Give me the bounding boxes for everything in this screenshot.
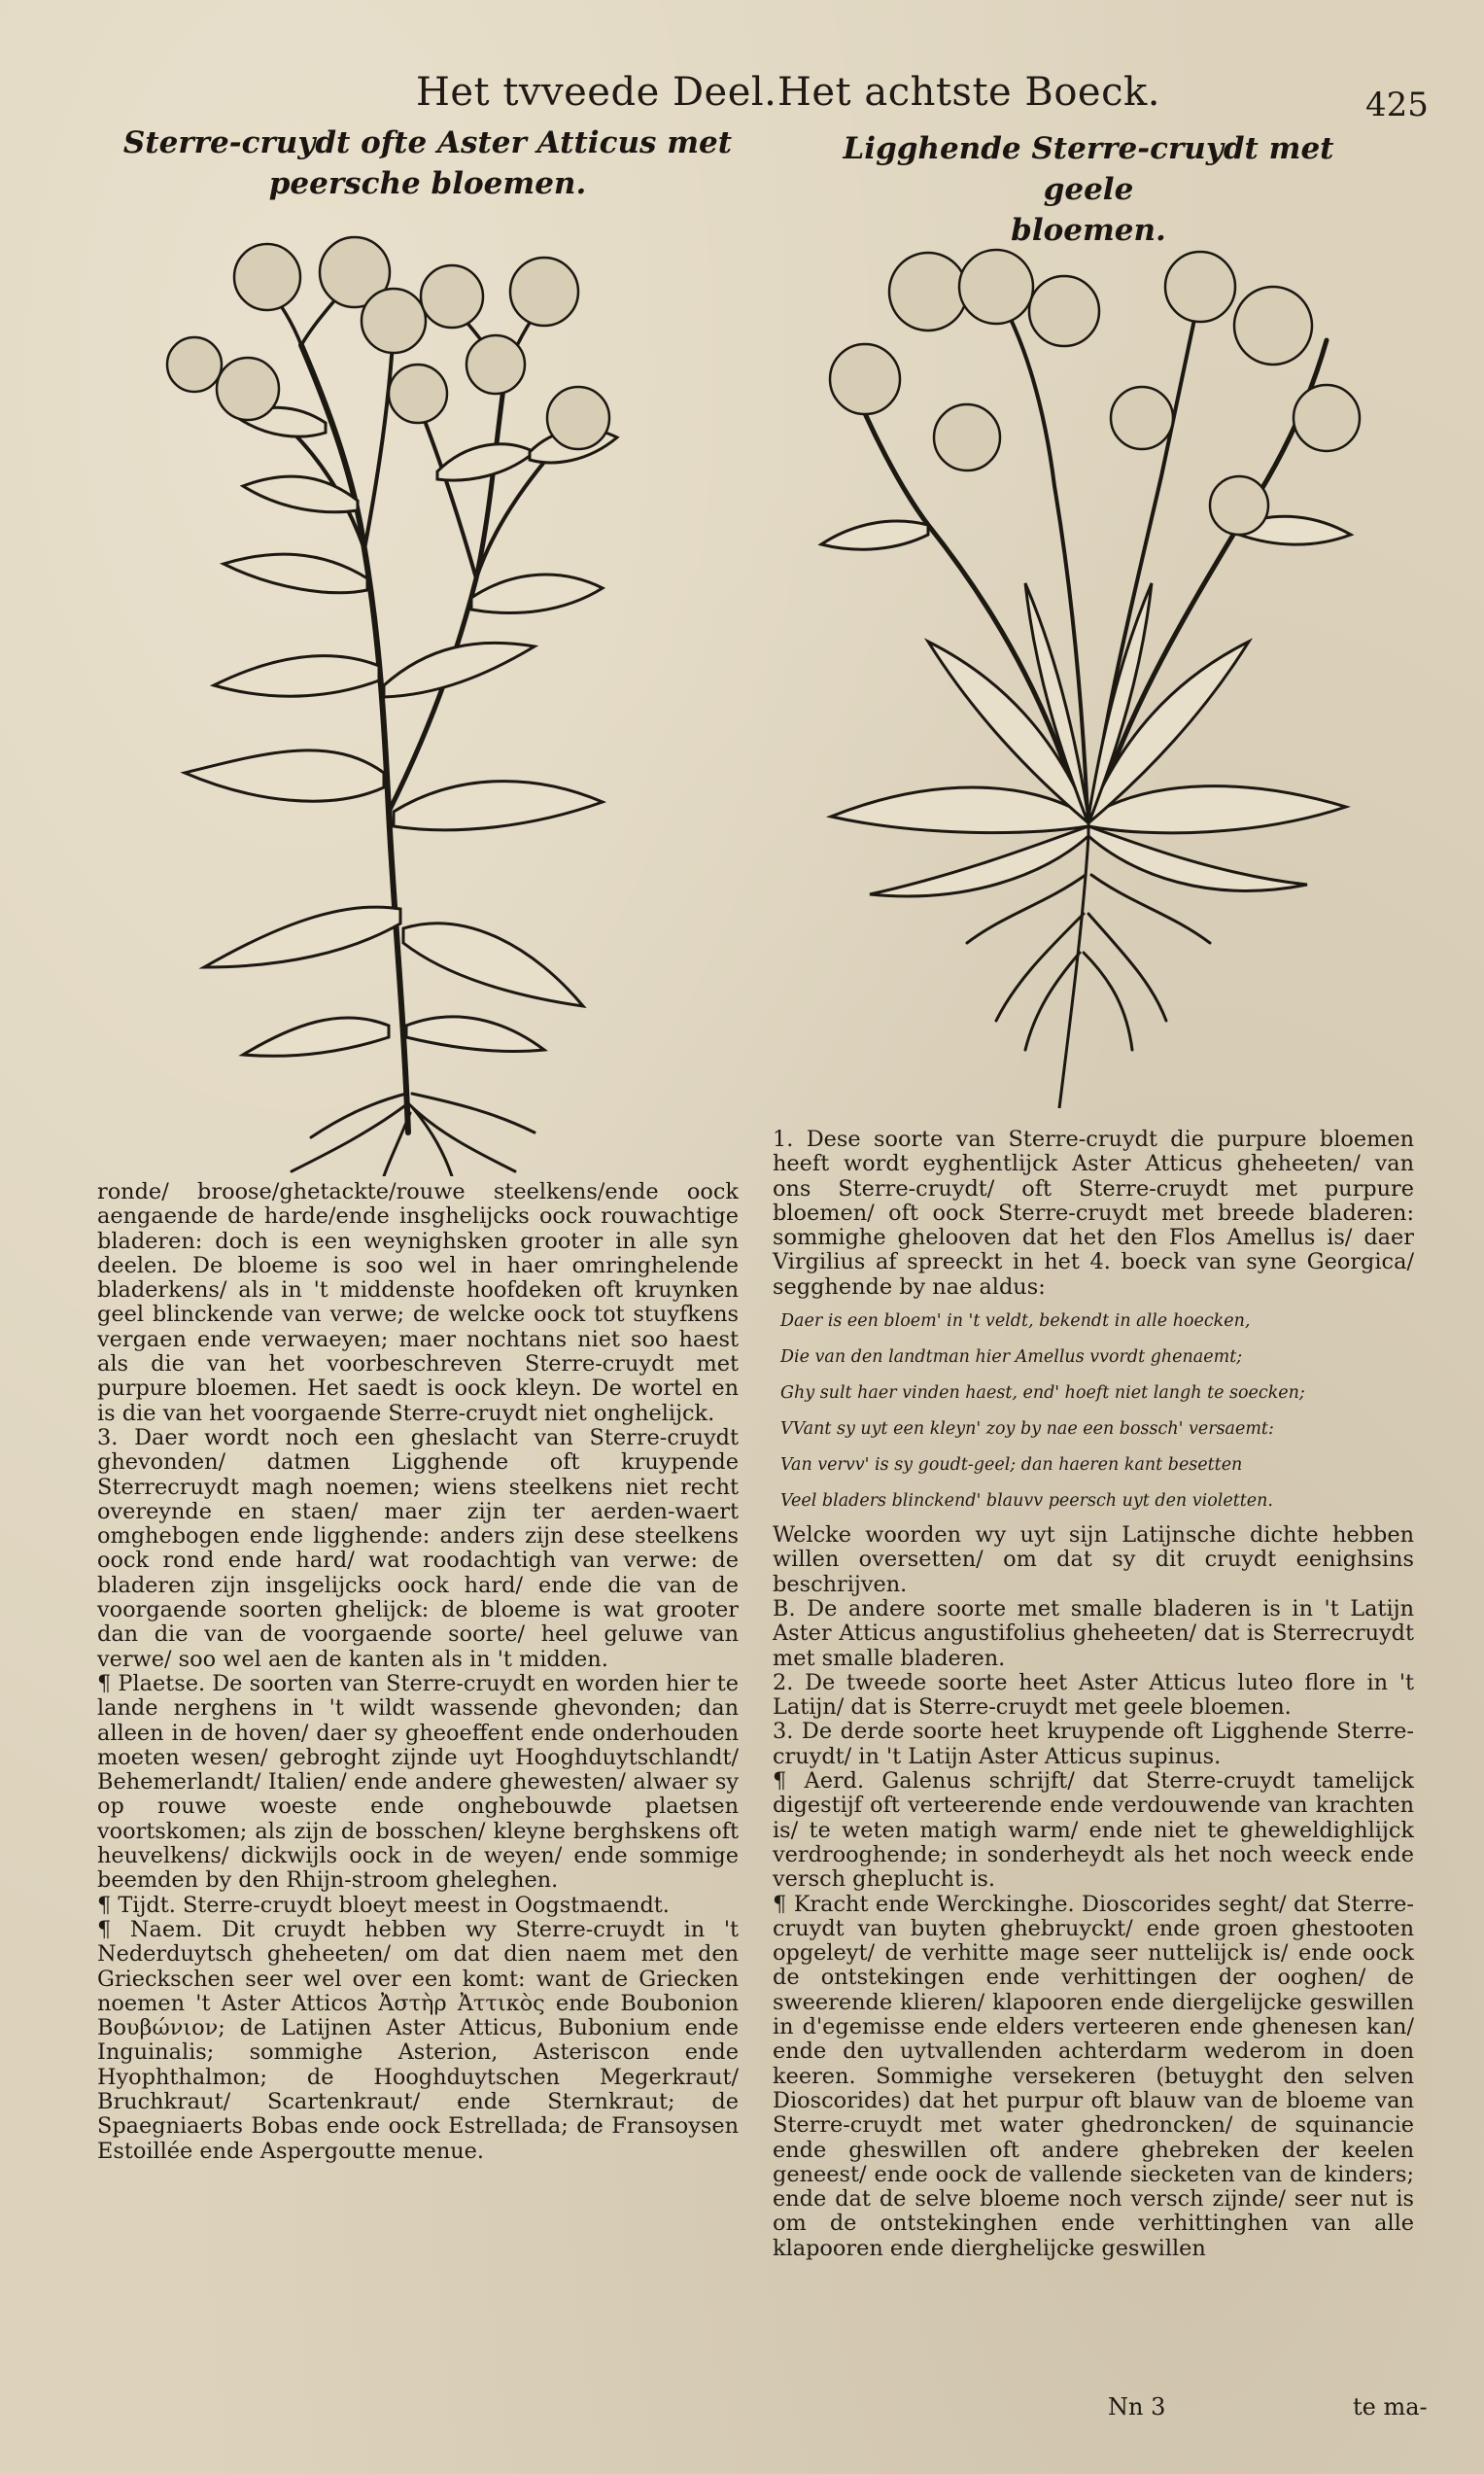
running-head-right: Het achtste Boeck.: [777, 70, 1160, 115]
plant-flowers: [167, 237, 609, 449]
plant-roots: [292, 1094, 535, 1176]
verse-line: VVant sy uyt een kleyn' zoy by nae een bossch' versaemt:: [780, 1419, 1274, 1440]
paragraph: ¶ Tijdt. Sterre-cruydt bloeyt meest in Oogstmaendt.: [97, 1892, 670, 1918]
caption-line: Sterre-cruydt ofte Aster Atticus met: [122, 125, 733, 160]
plant-flowers: [830, 250, 1360, 535]
paragraph: 2. De tweede soorte heet Aster Atticus luteo flore in 't Latijn/ dat is Sterre-cruydt met geele bloemen.: [773, 1669, 1414, 1721]
page-number: 425: [1365, 86, 1429, 124]
running-head-left: Het tvveede Deel.: [416, 70, 777, 115]
verse-line: Die van den landtman hier Amellus vvordt ghenaemt;: [780, 1347, 1243, 1368]
aster-atticus-supinus-woodcut: [811, 233, 1365, 1108]
paragraph: ¶ Naem. Dit cruydt hebben wy Sterre-cruydt in 't Nederduytsch gheheeten/ om dat dien naem met den Grieckschen seer wel over een komt: want de Griecken noemen 't Aster Atticos Ἀστὴρ Ἀττικὸς ende Boubonion Βουβώνιον; de Latijnen Aster Atticus, Bubonium ende Inguinalis; sommighe Asterion, Asteriscon ende Hyophthalmon; de Hooghduytschen Megerkraut/ Bruchkraut/ Scartenkraut/ ende Sternkraut; de Spaegniaerts Bobas ende oock Estrellada; de Fransoysen Estoillée ende Aspergoutte menue.: [97, 1916, 739, 2164]
paragraph: ¶ Plaetse. De soorten van Sterre-cruydt en worden hier te lande nerghens in 't wildt wassende ghevonden; dan alleen in de hoven/ daer sy gheoeffent ende onderhouden moeten wesen/ gebroght zijnde uyt Hooghduytschlandt/ Behemerlandt/ Italien/ ende andere ghewesten/ alwaer sy op rouwe woeste ende onghebouwde plaetsen voortskomen; als zijn de bosschen/ kleyne berghskens oft heuvelkens/ dickwijls oock in de weyen/ ende sommige beemden by den Rhijn-stroom gheleghen.: [97, 1670, 739, 1894]
paragraph: ¶ Kracht ende Werckinghe. Dioscorides seght/ dat Sterre-cruydt van buyten ghebruyckt/ ende groen ghestooten opgeleyt/ de verhitte mage seer nuttelijck is/ ende oock de ontstekingen ende verhittingen der ooghen/ de sweerende klieren/ klapooren ende diergelijcke geswillen in d'egemisse ende elders verteeren ende ghenesen kan/ ende den uytvallenden achterdarm wederom in doen keeren. Sommighe versekeren (betuyght den selven Dioscorides) dat het purpur oft blauw van de bloeme van Sterre-cruydt met water ghedroncken/ de squinancie ende gheswillen oft andere ghebreken der keelen geneest/ ende oock de vallende siecketen van de kinders; ende dat de selve bloeme noch versch zijnde/ seer nut is om de ontstekinghen ende verhittinghen van alle klapooren ende dierghelijcke geswillen: [773, 1891, 1414, 2261]
text-column-left: [97, 1180, 739, 2164]
verse-line: Daer is een bloem' in 't veldt, bekendt in alle hoecken,: [780, 1311, 1251, 1332]
verse-line: Van vervv' is sy goudt-geel; dan haeren kant besetten: [780, 1455, 1243, 1476]
plant-leaves: [821, 516, 1351, 896]
verse-line: Ghy sult haer vinden haest, end' hoeft niet langh te soecken;: [780, 1383, 1305, 1404]
plant-stems: [850, 292, 1327, 836]
paragraph: 3. De derde soorte heet kruypende oft Ligghende Sterre-cruydt/ in 't Latijn Aster Atticus supinus.: [773, 1719, 1414, 1769]
aster-atticus-woodcut: [146, 228, 700, 1176]
figure-caption-left: [117, 122, 739, 204]
text-column-right: [773, 1128, 1414, 2261]
paragraph: 3. Daer wordt noch een gheslacht van Sterre-cruydt ghevonden/ datmen Ligghende oft kruypende Sterrecruydt magh noemen; wiens steelkens niet recht overeynde en staen/ maer zijn ter aerden-waert omghebogen ende ligghende: anders zijn dese steelkens oock rond ende hard/ wat roodachtigh van verwe: de bladeren zijn insgelijcks oock hard/ ende die van de voorgaende soorten ghelijck: de bloeme is wat grooter dan die van de voorgaende soorte/ heel geluwe van verwe/ soo wel aen de kanten als in 't midden.: [97, 1424, 739, 1672]
catchword: te ma-: [1353, 2393, 1428, 2421]
signature-mark: Nn 3: [1108, 2393, 1166, 2421]
paragraph: ronde/ broose/ghetackte/rouwe steelkens/ende oock aengaende de harde/ende insghelijcks oock rouwachtige bladeren: doch is een weynighsken grooter in alle syn deelen. De bloeme is soo wel in haer omringhelende bladerkens/ als in 't middenste hoofdeken oft kruynken geel blinckende van verwe; de welcke oock tot stuyfkens vergaen ende verwaeyen; maer nochtans niet soo haest als die van het voorbeschreven Sterre-cruydt met purpure bloemen. Het saedt is oock kleyn. De wortel en is die van het voorgaende Sterre-cruydt niet onghelijck.: [97, 1179, 739, 1426]
paragraph: 1. Dese soorte van Sterre-cruydt die purpure bloemen heeft wordt eyghentlijck Aster Atticus gheheeten/ van ons Sterre-cruydt/ oft Sterre-cruydt met purpure bloemen/ oft oock Sterre-cruydt met breede bladeren: sommighe ghelooven dat het den Flos Amellus is/ daer Virgilius af spreeckt in het 4. boeck van syne Georgica/ segghende by nae aldus:: [773, 1127, 1414, 1300]
paragraph: B. De andere soorte met smalle bladeren is in 't Latijn Aster Atticus angustifolius gheheeten/ dat is Sterrecruydt met smalle bladeren.: [773, 1595, 1414, 1671]
caption-line: peersche bloemen.: [268, 166, 587, 201]
caption-line: Ligghende Sterre-cruydt met geele: [843, 131, 1334, 207]
paragraph: ¶ Aerd. Galenus schrijft/ dat Sterre-cruydt tamelijck digestijf oft verteerende ende verdouwende van krachten is/ te weten matigh warm/ ende niet te gheweldighlijck verdrooghende; in sonderheydt als het noch weeck ende versch gheplucht is.: [773, 1768, 1414, 1893]
paragraph: Welcke woorden wy uyt sijn Latijnsche dichte hebben willen oversetten/ om dat sy dit cruydt eenighsins beschrijven.: [773, 1522, 1414, 1597]
caption-line: bloemen.: [1011, 213, 1166, 248]
verse-line: Veel bladers blinckend' blauvv peersch uyt den violetten.: [780, 1491, 1273, 1512]
verse-quotation: [773, 1304, 1414, 1519]
